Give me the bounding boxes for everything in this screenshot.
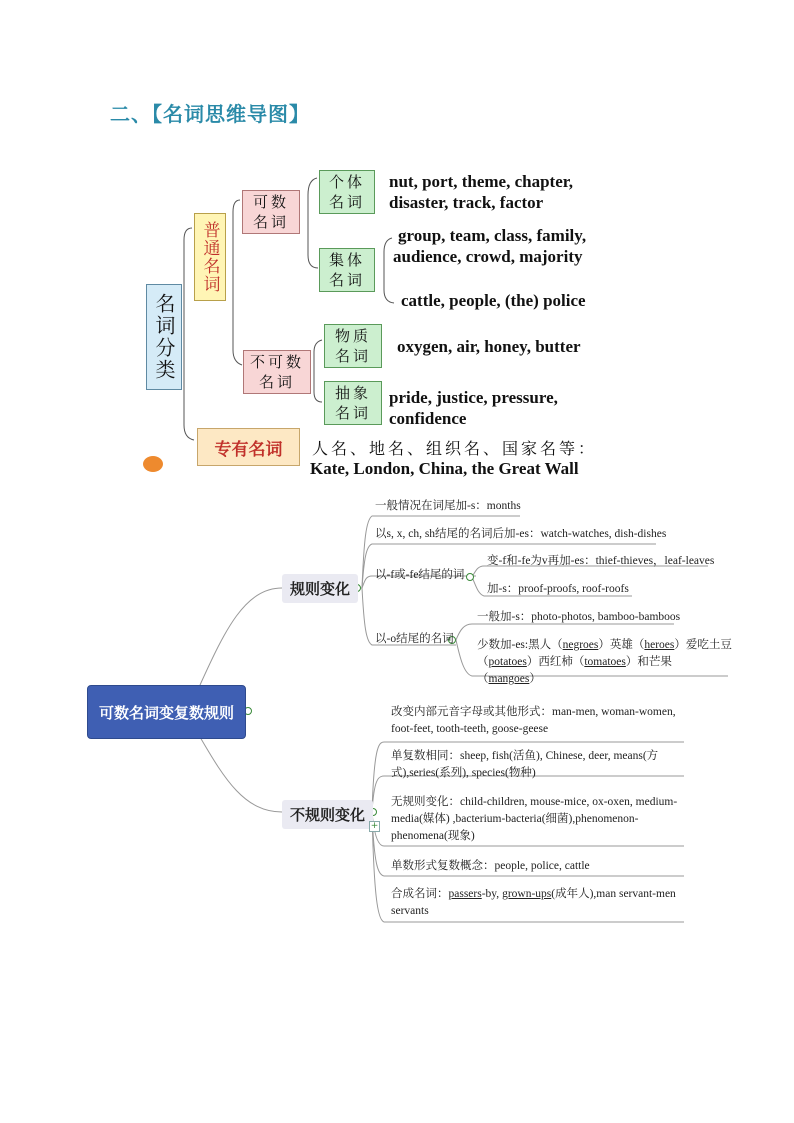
noun-classification-root: 名词分类: [146, 284, 182, 390]
proper-noun-examples: Kate, London, China, the Great Wall: [310, 459, 579, 478]
abstract-examples-line2: confidence: [389, 409, 467, 428]
common-noun-box: 普通名词: [194, 213, 226, 301]
rule-vowel-change: 改变内部元音字母或其他形式：man-men, woman-women, foot-feet, tooth-teeth, goose-geese: [391, 706, 676, 735]
irregular-change-node[interactable]: 不规则变化: [282, 800, 373, 829]
uncountable-noun-box: 不可数名词: [243, 350, 311, 394]
proper-noun-description: 人名、地名、组织名、国家名等：: [312, 439, 598, 458]
proper-noun-box: 专有名词: [197, 428, 300, 466]
rule-compound-nouns: 合成名词：passers-by, grown-ups(成年人),man servant-men servants: [391, 888, 676, 917]
material-examples: oxygen, air, honey, butter: [397, 337, 581, 356]
section-heading: 二、【名词思维导图】: [110, 102, 310, 126]
collective-examples-line2: audience, crowd, majority: [393, 247, 583, 266]
rule-f-sub-s: 加-s：proof-proofs, roof-roofs: [487, 583, 629, 595]
collective-noun-box: 集体名词: [319, 248, 375, 292]
rule-o-sub-es: 少数加-es:黑人（negroes）英雄（heroes）爱吃土豆 （potatoes）西红柿（tomatoes）和芒果（mangoes）: [477, 639, 732, 685]
rule-same-form: 单复数相同：sheep, fish(活鱼), Chinese, deer, means(方 式),series(系列), species(物种): [391, 750, 659, 779]
decorative-dot: [143, 456, 163, 472]
individual-noun-box: 个体名词: [319, 170, 375, 214]
rule-o-sub-s: 一般加-s：photo-photos, bamboo-bamboos: [477, 611, 681, 623]
abstract-noun-box: 抽象名词: [324, 381, 382, 425]
rule-f-sub-ves: 变-f和-fe为v再加-es：thief-thieves，leaf-leaves: [487, 555, 715, 567]
material-noun-box: 物质名词: [324, 324, 382, 368]
abstract-examples-line1: pride, justice, pressure,: [389, 388, 558, 407]
individual-examples-line1: nut, port, theme, chapter,: [389, 172, 573, 191]
rule-es: 以s, x, ch, sh结尾的名词后加-es：watch-watches, dish-dishes: [375, 528, 667, 540]
rule-o: 以-o结尾的名词: [375, 633, 454, 645]
rule-no-pattern: 无规则变化：child-children, mouse-mice, ox-oxen, medium- media(媒体) ,bacterium-bacteria(细菌),phenomenon- phenomena(现象): [391, 796, 678, 842]
countable-noun-box: 可数名词: [242, 190, 300, 234]
rule-plural-concept: 单数形式复数概念：people, police, cattle: [391, 860, 590, 872]
collective-examples-line3: cattle, people, (the) police: [401, 291, 586, 310]
collective-examples-line1: group, team, class, family,: [398, 226, 587, 245]
expand-plus-icon[interactable]: +: [370, 821, 379, 831]
rule-general: 一般情况在词尾加-s：months: [375, 500, 521, 512]
individual-examples-line2: disaster, track, factor: [389, 193, 544, 212]
rule-f-fe: 以-f或-fe结尾的词: [375, 569, 465, 581]
mindmap-root[interactable]: 可数名词变复数规则: [87, 685, 246, 739]
regular-change-node[interactable]: 规则变化: [282, 574, 358, 603]
